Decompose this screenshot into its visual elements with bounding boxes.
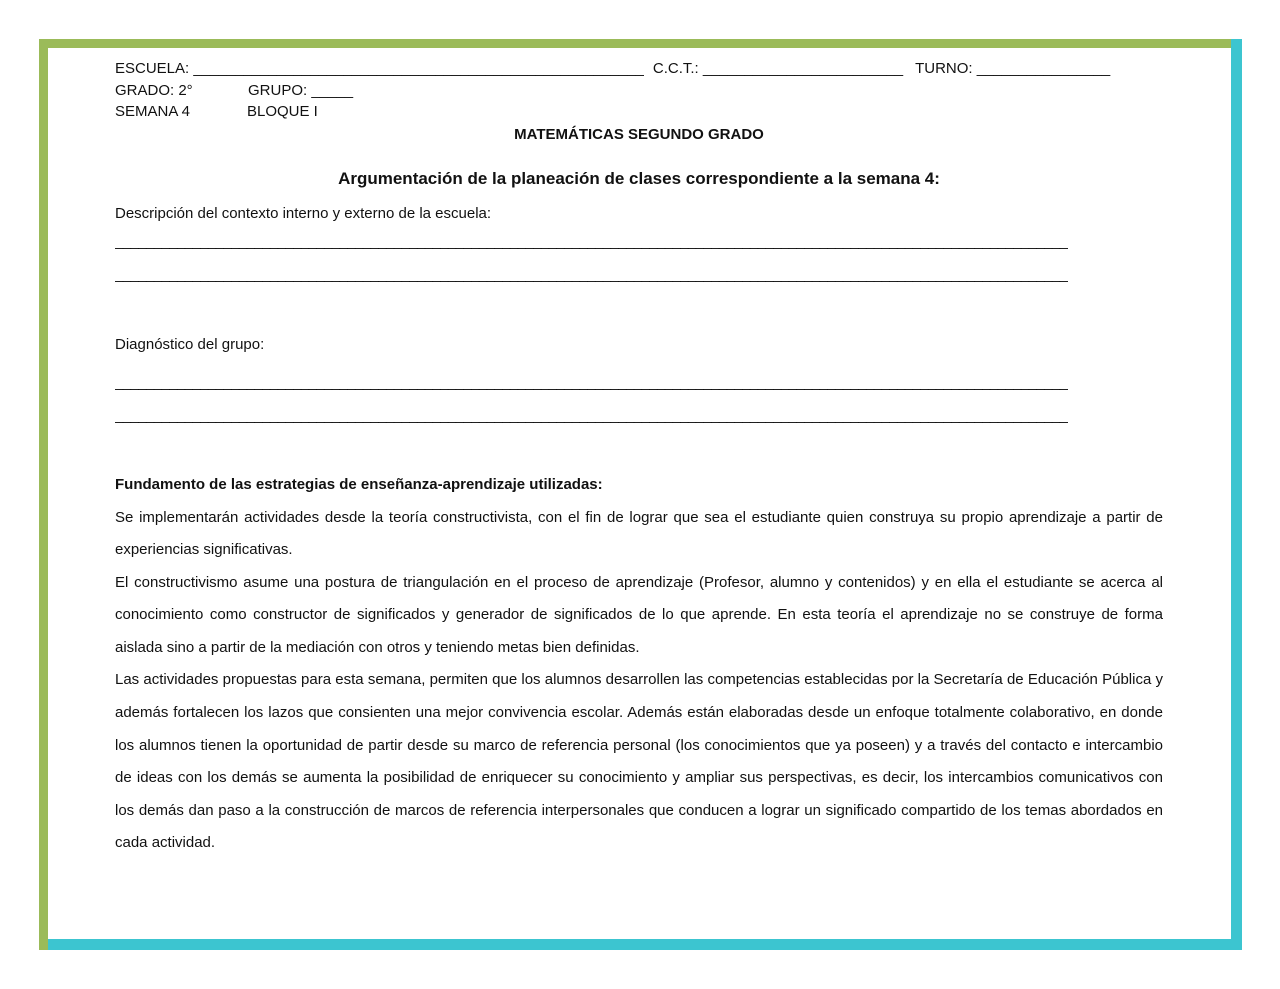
- header-semana-row: [115, 101, 1163, 123]
- page-subtitle: Argumentación de la planeación de clases correspondiente a la semana 4:: [338, 168, 940, 188]
- escuela-label: ESCUELA:: [115, 60, 194, 77]
- header-grado-row: [115, 80, 1163, 102]
- bloque-label: BLOQUE I: [247, 103, 318, 120]
- diagnostico-line-1[interactable]: ___________________________________________________________________________________________________________________________: [115, 373, 1068, 391]
- cct-field[interactable]: ________________________: [702, 60, 904, 77]
- diagnostico-label: Diagnóstico del grupo:: [115, 335, 265, 353]
- border-bottom: [48, 939, 1242, 950]
- fundamento-paragraph-2: El constructivismo asume una postura de triangulación en el proceso de aprendizaje (Profesor, alumno y contenidos) y en ella el estudiante se acerca al conocimiento como constructor de significados y generador de significados de lo que aprende. En esta teoría el aprendizaje no se construye de forma aislada sino a partir de la mediación con otros y teniendo metas bien definidas.: [115, 573, 1163, 656]
- grado-label: GRADO: 2°: [115, 81, 193, 99]
- fundamento-paragraph-3: Las actividades propuestas para esta semana, permiten que los alumnos desarrollen las competencias establecidas por la Secretaría de Educación Pública y además fortalecen los lazos que consienten una mejor convivencia escolar. Además están elaboradas desde un enfoque totalmente colaborativo, en donde los alumnos tienen la oportunidad de partir desde su marco de referencia personal (los conocimientos que ya poseen) y a través del contacto e intercambio de ideas con los demás se aumenta la posibilidad de enriquecer su conocimiento y ampliar sus perspectivas, es decir, los intercambios comunicativos con los demás dan paso a la construcción de marcos de referencia interpersonales que conducen a lograr un significado compartido de los temas abordados en cada actividad.: [115, 671, 1163, 852]
- turno-label: TURNO:: [915, 60, 977, 77]
- fundamento-heading: Fundamento de las estrategias de enseñanza-aprendizaje utilizadas:: [115, 475, 603, 493]
- header-escuela-row: [115, 58, 1163, 80]
- semana-label: SEMANA 4: [115, 103, 191, 120]
- fundamento-paragraph-1: Se implementarán actividades desde la teoría constructivista, con el fin de lograr que sea el estudiante quien construya su propio aprendizaje a partir de experiencias significativas.: [115, 508, 1163, 559]
- diagnostico-line-2[interactable]: ___________________________________________________________________________________________________________________________: [115, 406, 1068, 424]
- contexto-label: Descripción del contexto interno y externo de la escuela:: [115, 204, 492, 222]
- turno-field[interactable]: ________________: [976, 60, 1111, 77]
- border-left: [39, 39, 48, 950]
- grupo-label[interactable]: GRUPO: _____: [248, 81, 354, 99]
- page-title: MATEMÁTICAS SEGUNDO GRADO: [514, 125, 764, 143]
- border-right: [1231, 39, 1242, 950]
- contexto-line-2[interactable]: ___________________________________________________________________________________________________________________________: [115, 265, 1068, 283]
- cct-label: C.C.T.:: [652, 60, 703, 77]
- border-top: [39, 39, 1231, 48]
- contexto-line-1[interactable]: ___________________________________________________________________________________________________________________________: [115, 232, 1068, 250]
- document-page: [115, 58, 1163, 860]
- escuela-field[interactable]: ______________________________________________________: [193, 60, 644, 77]
